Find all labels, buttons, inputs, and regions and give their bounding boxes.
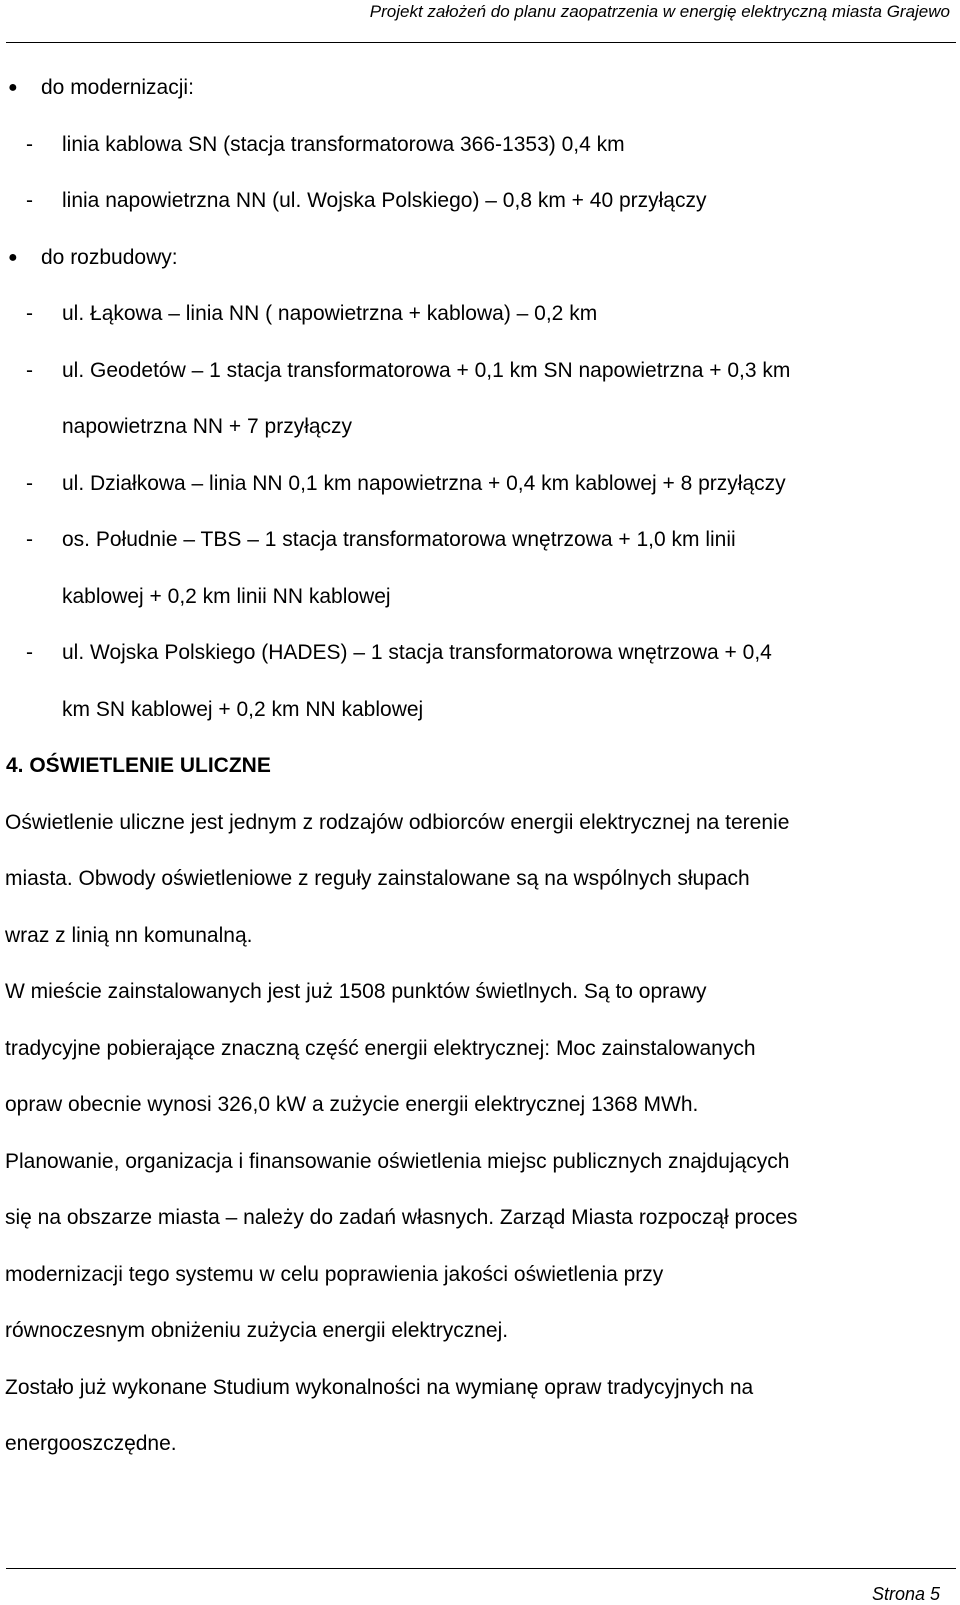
list-item-text: ul. Działkowa – linia NN 0,1 km napowietrzna + 0,4 km kablowej + 8 przyłączy — [62, 471, 786, 495]
bullet-icon: ● — [8, 79, 18, 96]
paragraph-text: Oświetlenie uliczne jest jednym z rodzajów odbiorców energii elektrycznej na terenie — [5, 810, 790, 834]
paragraph-text: energooszczędne. — [5, 1432, 177, 1455]
document-title: Projekt założeń do planu zaopatrzenia w energię elektryczną miasta Grajewo — [369, 2, 950, 21]
list-item-continuation — [0, 569, 960, 626]
paragraph-line — [0, 1416, 960, 1473]
list-item — [0, 456, 960, 513]
paragraph-line — [0, 1021, 960, 1078]
paragraph-text: modernizacji tego systemu w celu poprawienia jakości oświetlenia przy — [5, 1262, 664, 1286]
paragraph-text: wraz z linią nn komunalną. — [5, 923, 253, 947]
list-heading-expansion — [0, 230, 960, 287]
list-item — [0, 625, 960, 682]
dash-icon: - — [26, 358, 33, 382]
paragraph-line — [0, 1077, 960, 1134]
list-heading-label: do rozbudowy: — [41, 245, 178, 269]
header-divider — [6, 42, 956, 43]
list-item-text: ul. Łąkowa – linia NN ( napowietrzna + kablowa) – 0,2 km — [62, 302, 598, 325]
dash-icon: - — [26, 528, 33, 551]
section-heading — [0, 738, 960, 795]
list-item — [0, 286, 960, 343]
paragraph-text: Zostało już wykonane Studium wykonalności na wymianę opraw tradycyjnych na — [5, 1375, 754, 1399]
list-item-text: ul. Wojska Polskiego (HADES) – 1 stacja transformatorowa wnętrzowa + 0,4 — [62, 641, 772, 664]
paragraph-text: tradycyjne pobierające znaczną część energii elektrycznej: Moc zainstalowanych — [5, 1036, 756, 1060]
list-heading-label: do modernizacji: — [41, 76, 194, 99]
paragraph-line — [0, 908, 960, 965]
paragraph-line — [0, 1134, 960, 1191]
paragraph-line — [0, 1190, 960, 1247]
paragraph-text: opraw obecnie wynosi 326,0 kW a zużycie energii elektrycznej 1368 MWh. — [5, 1093, 699, 1116]
list-item-continuation — [0, 682, 960, 739]
list-item-text: kablowej + 0,2 km linii NN kablowej — [62, 584, 391, 608]
dash-icon: - — [26, 471, 33, 495]
list-item-text: linia napowietrzna NN (ul. Wojska Polskiego) – 0,8 km + 40 przyłączy — [62, 189, 707, 212]
list-item-text: linia kablowa SN (stacja transformatorowa 366-1353) 0,4 km — [62, 132, 625, 156]
page-footer — [0, 1560, 960, 1605]
list-item-text: km SN kablowej + 0,2 km NN kablowej — [62, 697, 424, 721]
list-item-continuation — [0, 399, 960, 456]
dash-icon: - — [26, 302, 33, 325]
paragraph-line — [0, 1360, 960, 1417]
paragraph-line — [0, 851, 960, 908]
list-item-text: ul. Geodetów – 1 stacja transformatorowa + 0,1 km SN napowietrzna + 0,3 km — [62, 358, 791, 382]
footer-divider — [6, 1568, 956, 1569]
list-item-text: os. Południe – TBS – 1 stacja transformatorowa wnętrzowa + 1,0 km linii — [62, 528, 736, 551]
list-item — [0, 512, 960, 569]
paragraph-line — [0, 1303, 960, 1360]
list-item-text: napowietrzna NN + 7 przyłączy — [62, 415, 353, 438]
section-heading-text: 4. OŚWIETLENIE ULICZNE — [6, 754, 271, 777]
paragraph-text: równoczesnym obniżeniu zużycia energii elektrycznej. — [5, 1319, 509, 1342]
bullet-icon: ● — [8, 248, 18, 266]
paragraph-text: W mieście zainstalowanych jest już 1508 punktów świetlnych. Są to oprawy — [5, 980, 707, 1003]
list-item — [0, 343, 960, 400]
paragraph-line — [0, 964, 960, 1021]
dash-icon: - — [26, 132, 33, 156]
page-header — [0, 0, 960, 46]
list-item — [0, 117, 960, 174]
paragraph-line — [0, 795, 960, 852]
document-body — [0, 60, 960, 1473]
paragraph-text: Planowanie, organizacja i finansowanie oświetlenia miejsc publicznych znajdujących — [5, 1149, 790, 1173]
dash-icon: - — [26, 189, 33, 212]
paragraph-line — [0, 1247, 960, 1304]
list-item — [0, 173, 960, 230]
page-number: Strona 5 — [871, 1584, 940, 1604]
paragraph-text: się na obszarze miasta – należy do zadań własnych. Zarząd Miasta rozpoczął proces — [5, 1206, 798, 1229]
dash-icon: - — [26, 641, 33, 664]
list-heading-modernization — [0, 60, 960, 117]
paragraph-text: miasta. Obwody oświetleniowe z reguły zainstalowane są na wspólnych słupach — [5, 867, 750, 890]
